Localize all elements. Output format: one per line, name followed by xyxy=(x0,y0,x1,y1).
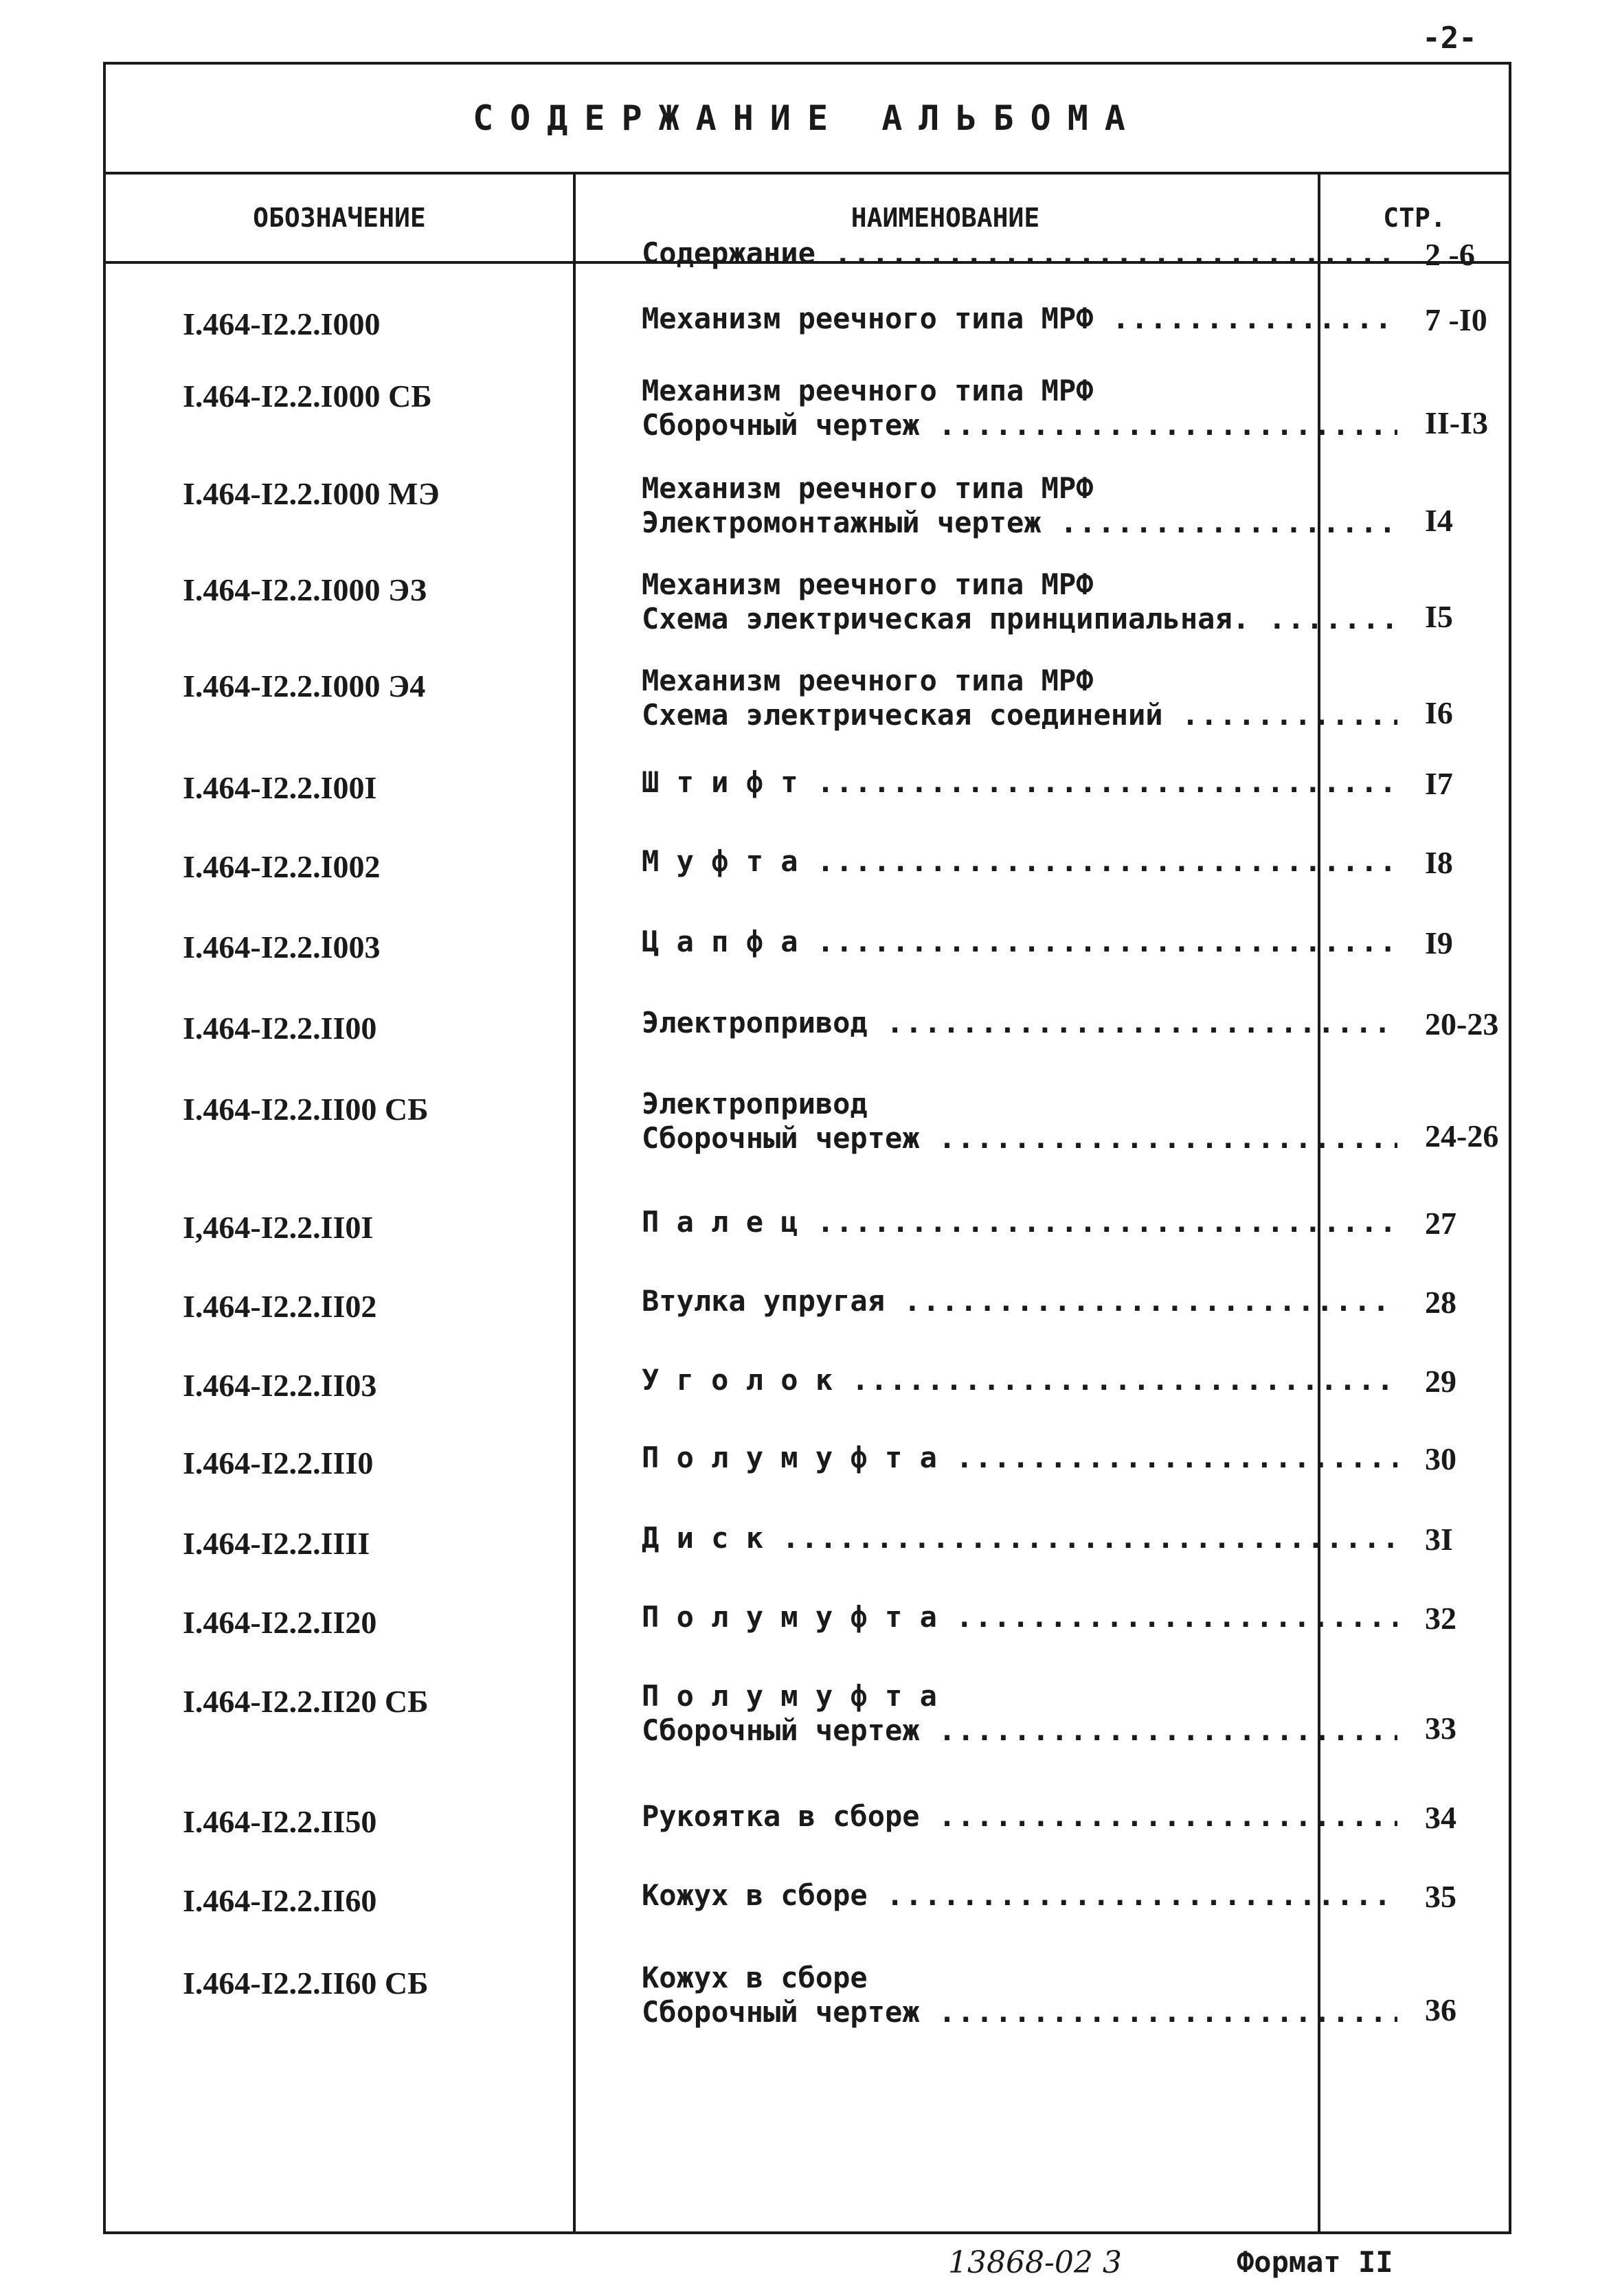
row-name xyxy=(642,1363,1397,1397)
row-name-line: Ц а п ф а ..... xyxy=(642,925,1397,959)
row-pages: 27 xyxy=(1425,1206,1456,1241)
table-row xyxy=(106,1865,1509,1940)
row-name-line: Механизм реечного типа МРФ xyxy=(642,664,1094,697)
row-name xyxy=(642,1284,1397,1318)
row-name-line: Втулка упругая ..... xyxy=(642,1284,1397,1318)
table-row xyxy=(106,650,1509,732)
table-row xyxy=(106,1947,1509,2029)
row-pages: 36 xyxy=(1425,1992,1456,2027)
row-name-line: Электропривод xyxy=(642,1087,868,1121)
row-designation: I.464-I2.2.I00I xyxy=(183,770,377,805)
row-designation: I.464-I2.2.II02 xyxy=(183,1289,377,1324)
row-name-line: П о л у м у ф т а xyxy=(642,1679,937,1713)
row-designation: I.464-I2.2.II20 СБ xyxy=(183,1684,429,1719)
row-pages: I9 xyxy=(1425,925,1453,960)
table-row xyxy=(106,831,1509,906)
row-name-line: Сборочный чертеж ..... xyxy=(642,1121,1397,1156)
table-row xyxy=(106,911,1509,987)
row-name-line: Рукоятка в сборе ..... xyxy=(642,1799,1397,1834)
row-designation: I.464-I2.2.I000 СБ xyxy=(183,379,432,414)
table-row xyxy=(106,554,1509,635)
row-name xyxy=(642,1961,1397,2029)
row-name xyxy=(642,1878,1397,1913)
row-name xyxy=(642,765,1397,800)
row-designation: I.464-I2.2.I000 МЭ xyxy=(183,476,440,511)
row-designation: I.464-I2.2.I000 Э4 xyxy=(183,668,426,704)
row-name xyxy=(642,925,1397,959)
row-designation: I.464-I2.2.I000 xyxy=(183,306,381,341)
row-name-line: Сборочный чертеж ..... xyxy=(642,1713,1397,1748)
row-designation: I,464-I2.2.II0I xyxy=(183,1210,374,1245)
row-pages: 33 xyxy=(1425,1711,1456,1746)
contents-frame xyxy=(103,62,1511,2234)
row-name xyxy=(642,374,1397,442)
footer-sheet-code: 13868-02 3 xyxy=(948,2245,1122,2280)
table-row xyxy=(106,1191,1509,1267)
row-name-line: Сборочный чертеж ..... xyxy=(642,1995,1397,2029)
row-name-line: Механизм реечного типа МРФ xyxy=(642,471,1094,505)
row-name xyxy=(642,1205,1397,1239)
row-name xyxy=(642,236,1397,271)
row-name-line: Механизм реечного типа МРФ xyxy=(642,374,1094,407)
row-name-line: Содержание ..... xyxy=(642,236,1397,271)
table-row xyxy=(106,288,1509,363)
row-name-line: М у ф т а ..... xyxy=(642,844,1397,879)
row-pages: 7 -I0 xyxy=(1425,302,1487,337)
row-name-line: П а л е ц ..... xyxy=(642,1205,1397,1239)
header-name: НАИМЕНОВАНИЕ xyxy=(851,203,1040,233)
row-name xyxy=(642,664,1397,732)
row-pages: 34 xyxy=(1425,1800,1456,1835)
row-name-line: Кожух в сборе xyxy=(642,1961,868,1994)
table-row xyxy=(106,1507,1509,1583)
row-designation: I.464-I2.2.II60 xyxy=(183,1883,377,1918)
row-name-line: П о л у м у ф т а ..... xyxy=(642,1600,1397,1634)
table-row xyxy=(106,458,1509,539)
row-name xyxy=(642,1799,1397,1834)
row-pages: 3I xyxy=(1425,1522,1453,1557)
row-name xyxy=(642,567,1397,636)
table-row xyxy=(106,992,1509,1068)
row-name xyxy=(642,302,1397,336)
row-designation: I.464-I2.2.II20 xyxy=(183,1605,377,1640)
row-name xyxy=(642,1679,1397,1748)
table-row xyxy=(106,752,1509,827)
row-pages: I8 xyxy=(1425,845,1453,880)
row-pages: 20-23 xyxy=(1425,1006,1499,1042)
row-pages: I7 xyxy=(1425,766,1453,801)
row-designation: I.464-I2.2.II60 СБ xyxy=(183,1966,429,2001)
table-row xyxy=(106,1786,1509,1861)
header-designation: ОБОЗНАЧЕНИЕ xyxy=(253,203,426,233)
row-name-line: Д и с к ..... xyxy=(642,1521,1397,1555)
row-name-line: Схема электрическая принципиальная. ..... xyxy=(642,602,1397,636)
row-name-line: Электромонтажный чертеж ..... xyxy=(642,506,1397,540)
table-row xyxy=(106,1073,1509,1155)
row-pages: 2 -6 xyxy=(1425,237,1475,272)
row-name-line: Механизм реечного типа МРФ xyxy=(642,567,1094,601)
table-row xyxy=(106,1270,1509,1346)
table-row xyxy=(106,1665,1509,1747)
row-designation: I.464-I2.2.I002 xyxy=(183,849,381,884)
row-designation: I.464-I2.2.II00 СБ xyxy=(183,1092,429,1127)
row-name-line: Электропривод ..... xyxy=(642,1006,1397,1040)
row-name-line: Кожух в сборе ..... xyxy=(642,1878,1397,1913)
row-pages: I6 xyxy=(1425,695,1453,730)
row-designation: I.464-I2.2.III0 xyxy=(183,1445,374,1481)
table-row xyxy=(106,1586,1509,1662)
album-title: СОДЕРЖАНИЕ АЛЬБОМА xyxy=(106,65,1509,175)
table-row xyxy=(106,223,1509,298)
row-designation: I.464-I2.2.II50 xyxy=(183,1804,377,1839)
row-name-line: Схема электрическая соединений ..... xyxy=(642,698,1397,732)
row-name-line: П о л у м у ф т а ..... xyxy=(642,1441,1397,1475)
row-pages: II-I3 xyxy=(1425,405,1489,440)
row-designation: I.464-I2.2.IIII xyxy=(183,1526,370,1561)
page-number: -2- xyxy=(1422,21,1477,56)
row-name xyxy=(642,1087,1397,1156)
row-designation: I.464-I2.2.II03 xyxy=(183,1368,377,1403)
row-designation: I.464-I2.2.I003 xyxy=(183,930,381,965)
table-row xyxy=(106,1349,1509,1425)
table-row xyxy=(106,1427,1509,1502)
row-name xyxy=(642,1441,1397,1475)
row-pages: 30 xyxy=(1425,1441,1456,1476)
row-pages: 29 xyxy=(1425,1364,1456,1399)
row-pages: I4 xyxy=(1425,503,1453,538)
header-pages: СТР. xyxy=(1383,203,1446,233)
row-name xyxy=(642,1600,1397,1634)
row-pages: I5 xyxy=(1425,599,1453,634)
row-pages: 24-26 xyxy=(1425,1118,1499,1153)
footer-format: Формат II xyxy=(1237,2245,1393,2279)
row-name xyxy=(642,844,1397,879)
row-name-line: Механизм реечного типа МРФ ..... xyxy=(642,302,1397,336)
row-designation: I.464-I2.2.II00 xyxy=(183,1011,377,1046)
table-row xyxy=(106,360,1509,442)
row-designation: I.464-I2.2.I000 ЭЗ xyxy=(183,572,427,607)
row-name xyxy=(642,471,1397,540)
row-name xyxy=(642,1521,1397,1555)
row-name xyxy=(642,1006,1397,1040)
row-pages: 32 xyxy=(1425,1601,1456,1636)
row-name-line: Сборочный чертеж ..... xyxy=(642,408,1397,442)
row-pages: 35 xyxy=(1425,1879,1456,1914)
row-pages: 28 xyxy=(1425,1285,1456,1320)
row-name-line: У г о л о к ..... xyxy=(642,1363,1397,1397)
row-name-line: Ш т и ф т ..... xyxy=(642,765,1397,800)
